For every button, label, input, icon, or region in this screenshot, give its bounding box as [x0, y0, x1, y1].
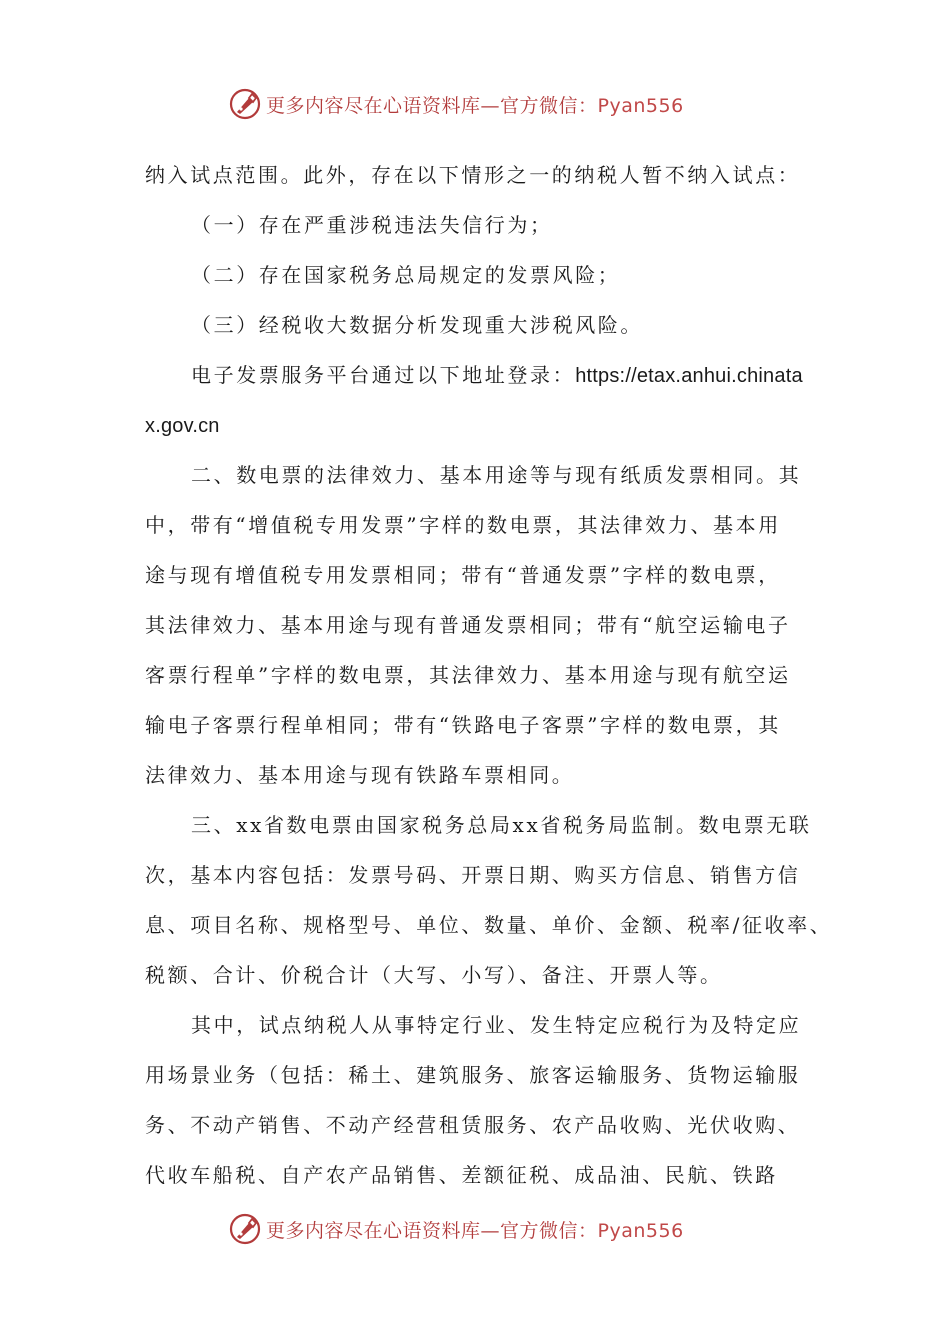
- text-line: 次，基本内容包括：发票号码、开票日期、购买方信息、销售方信: [145, 863, 801, 887]
- pen-nib-logo-icon: [228, 1212, 262, 1246]
- text-line: 其中，试点纳税人从事特定行业、发生特定应税行为及特定应: [191, 1013, 802, 1037]
- text-line: 途与现有增值税专用发票相同；带有“普通发票”字样的数电票，: [145, 563, 781, 587]
- text-line: （三）经税收大数据分析发现重大涉税风险。: [191, 313, 643, 337]
- text-line: 税额、合计、价税合计（大写、小写）、备注、开票人等。: [145, 963, 723, 987]
- footer-watermark-banner: [228, 1209, 728, 1249]
- text-line: 电子发票服务平台通过以下地址登录：https://etax.anhui.chinata: [191, 363, 803, 387]
- text-line: 用场景业务（包括：稀土、建筑服务、旅客运输服务、货物运输服: [145, 1063, 801, 1087]
- document-body: [145, 150, 833, 1200]
- watermark-text: 更多内容尽在心语资料库—官方微信：Pyan556: [266, 1219, 684, 1242]
- text-line: 法律效力、基本用途与现有铁路车票相同。: [145, 763, 575, 787]
- text-line: 二、数电票的法律效力、基本用途等与现有纸质发票相同。其: [191, 463, 802, 487]
- watermark-text: 更多内容尽在心语资料库—官方微信：Pyan556: [266, 94, 684, 117]
- text-line: （一）存在严重涉税违法失信行为；: [191, 213, 553, 237]
- text-line: 中，带有“增值税专用发票”字样的数电票，其法律效力、基本用: [145, 513, 781, 537]
- text-line: 代收车船税、自产农产品销售、差额征税、成品油、民航、铁路: [145, 1163, 778, 1187]
- text-line: 其法律效力、基本用途与现有普通发票相同；带有“航空运输电子: [145, 613, 791, 637]
- text-line: 纳入试点范围。此外，存在以下情形之一的纳税人暂不纳入试点：: [145, 163, 801, 187]
- text-line: 客票行程单”字样的数电票，其法律效力、基本用途与现有航空运: [145, 663, 791, 687]
- header-watermark-banner: [228, 84, 728, 124]
- pen-nib-logo-icon: [228, 87, 262, 121]
- text-line: 三、xx省数电票由国家税务总局xx省税务局监制。数电票无联: [191, 813, 812, 837]
- text-line: 务、不动产销售、不动产经营租赁服务、农产品收购、光伏收购、: [145, 1113, 801, 1137]
- text-line: 息、项目名称、规格型号、单位、数量、单价、金额、税率/征收率、: [145, 913, 833, 937]
- text-line: 输电子客票行程单相同；带有“铁路电子客票”字样的数电票，其: [145, 713, 781, 737]
- text-line: x.gov.cn: [145, 415, 220, 437]
- text-line: （二）存在国家税务总局规定的发票风险；: [191, 263, 621, 287]
